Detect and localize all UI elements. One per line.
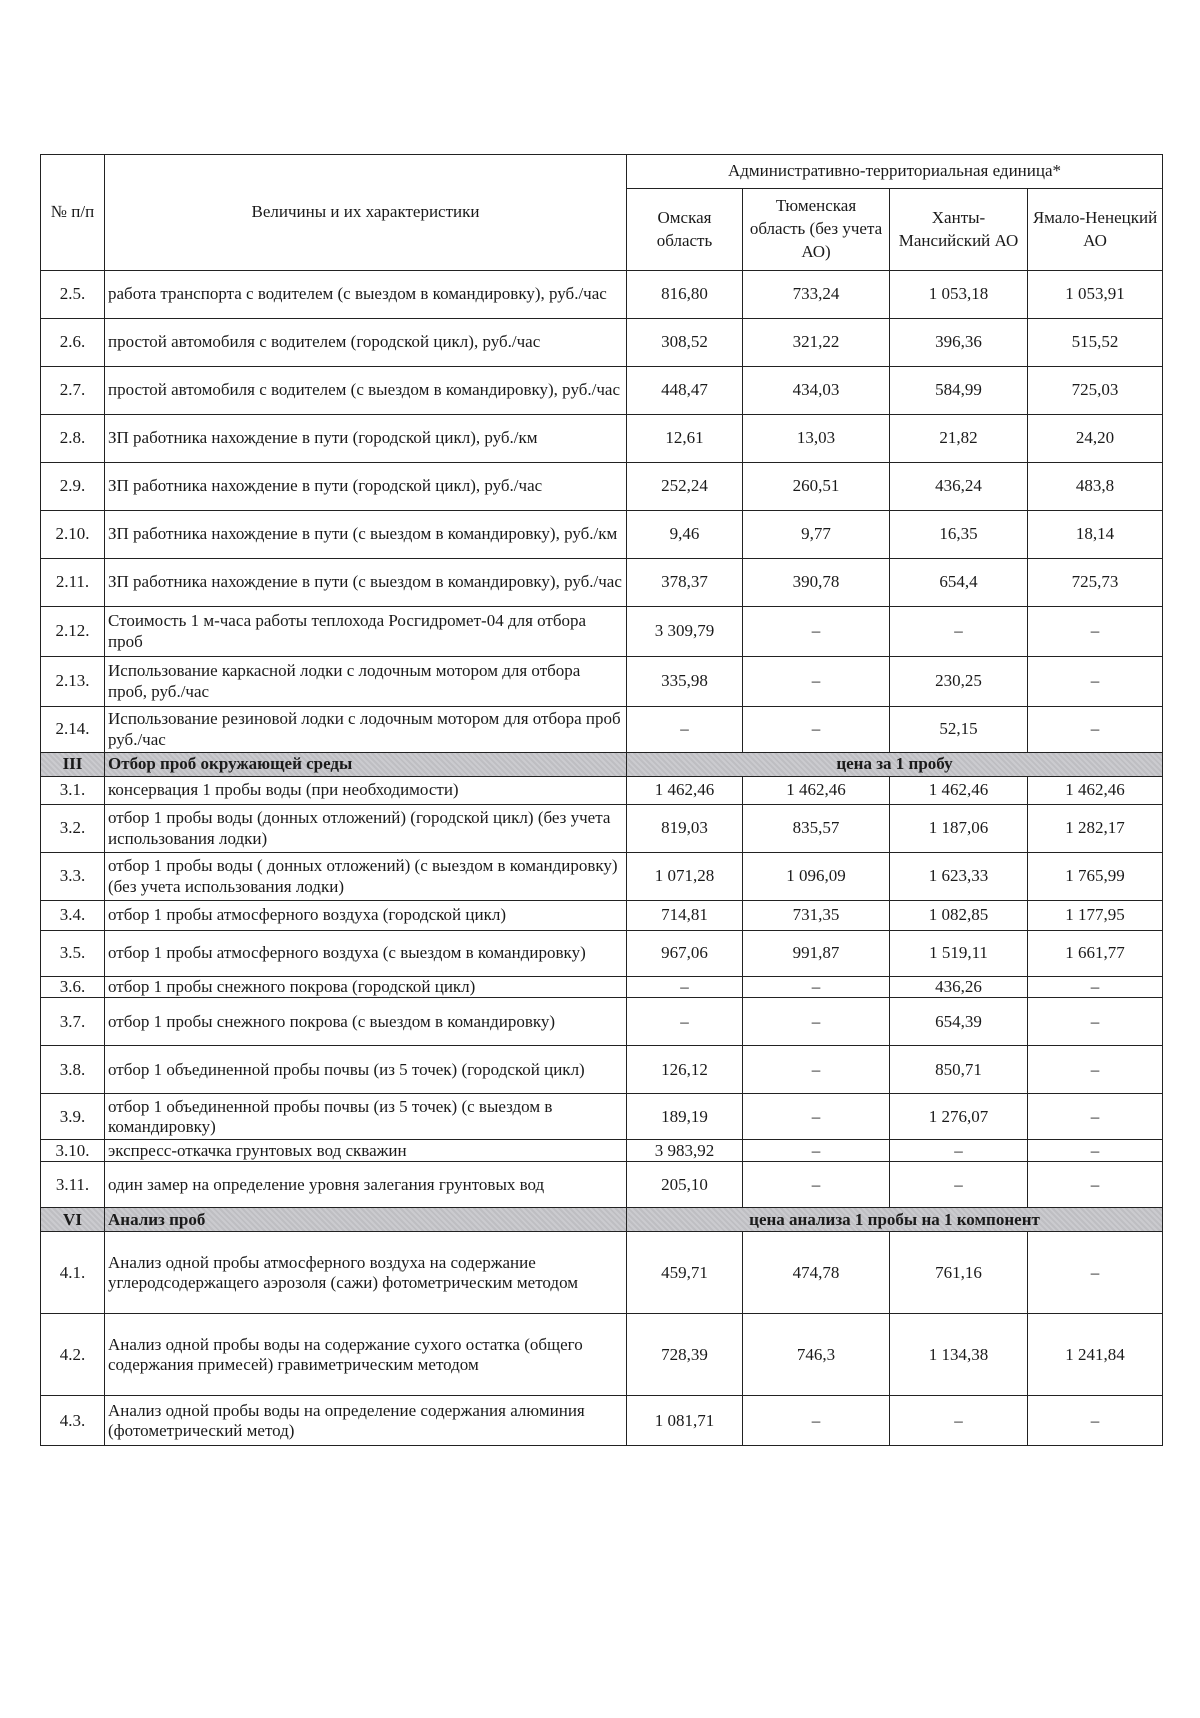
value-tyumen: 390,78 xyxy=(743,559,890,607)
row-number: 2.7. xyxy=(41,367,105,415)
header-region-khmao: Ханты-Мансийский АО xyxy=(890,189,1028,271)
section-number: III xyxy=(41,753,105,777)
value-khmao: 1 187,06 xyxy=(890,805,1028,853)
table-row xyxy=(41,998,1163,1046)
section-price-note: цена за 1 пробу xyxy=(627,753,1163,777)
table-row xyxy=(41,901,1163,931)
value-tyumen: 991,87 xyxy=(743,931,890,977)
header-description: Величины и их характеристики xyxy=(105,155,627,271)
table-row xyxy=(41,319,1163,367)
value-omsk: 9,46 xyxy=(627,511,743,559)
row-description: ЗП работника нахождение в пути (с выездом в командировку), руб./км xyxy=(105,511,627,559)
value-khmao: 52,15 xyxy=(890,707,1028,753)
value-omsk: 1 462,46 xyxy=(627,777,743,805)
value-khmao: 21,82 xyxy=(890,415,1028,463)
row-description: отбор 1 объединенной пробы почвы (из 5 точек) (с выездом в командировку) xyxy=(105,1094,627,1140)
value-yanao: 1 462,46 xyxy=(1028,777,1163,805)
table-row xyxy=(41,931,1163,977)
value-tyumen: – xyxy=(743,1162,890,1208)
row-number: 3.11. xyxy=(41,1162,105,1208)
value-khmao: 654,4 xyxy=(890,559,1028,607)
value-yanao: 515,52 xyxy=(1028,319,1163,367)
row-number: 3.9. xyxy=(41,1094,105,1140)
value-tyumen: – xyxy=(743,707,890,753)
row-description: простой автомобиля с водителем (с выездом в командировку), руб./час xyxy=(105,367,627,415)
value-omsk: 126,12 xyxy=(627,1046,743,1094)
value-yanao: – xyxy=(1028,1046,1163,1094)
value-tyumen: 260,51 xyxy=(743,463,890,511)
value-yanao: – xyxy=(1028,1094,1163,1140)
table-header xyxy=(41,155,1163,271)
value-khmao: 230,25 xyxy=(890,657,1028,707)
row-number: 3.5. xyxy=(41,931,105,977)
value-khmao: 1 623,33 xyxy=(890,853,1028,901)
value-khmao: – xyxy=(890,607,1028,657)
table-row xyxy=(41,1314,1163,1396)
value-omsk: 448,47 xyxy=(627,367,743,415)
table-row xyxy=(41,1162,1163,1208)
row-number: 3.8. xyxy=(41,1046,105,1094)
row-number: 2.6. xyxy=(41,319,105,367)
row-description: Использование каркасной лодки с лодочным мотором для отбора проб, руб./час xyxy=(105,657,627,707)
value-khmao: – xyxy=(890,1396,1028,1446)
value-tyumen: – xyxy=(743,657,890,707)
value-yanao: 1 241,84 xyxy=(1028,1314,1163,1396)
value-yanao: 483,8 xyxy=(1028,463,1163,511)
row-number: 3.2. xyxy=(41,805,105,853)
table-row xyxy=(41,853,1163,901)
row-description: отбор 1 пробы воды ( донных отложений) (с выездом в командировку) (без учета использования лодки) xyxy=(105,853,627,901)
value-omsk: 252,24 xyxy=(627,463,743,511)
row-number: 2.14. xyxy=(41,707,105,753)
row-number: 2.5. xyxy=(41,271,105,319)
row-description: отбор 1 пробы воды (донных отложений) (городской цикл) (без учета использования лодки) xyxy=(105,805,627,853)
value-khmao: – xyxy=(890,1140,1028,1162)
value-tyumen: 9,77 xyxy=(743,511,890,559)
row-number: 3.10. xyxy=(41,1140,105,1162)
value-khmao: 654,39 xyxy=(890,998,1028,1046)
row-description: Анализ одной пробы воды на определение содержания алюминия (фотометрический метод) xyxy=(105,1396,627,1446)
row-description: консервация 1 пробы воды (при необходимости) xyxy=(105,777,627,805)
value-tyumen: 733,24 xyxy=(743,271,890,319)
value-tyumen: 1 096,09 xyxy=(743,853,890,901)
value-khmao: 1 053,18 xyxy=(890,271,1028,319)
row-description: отбор 1 пробы атмосферного воздуха (с выездом в командировку) xyxy=(105,931,627,977)
row-number: 2.8. xyxy=(41,415,105,463)
table-row xyxy=(41,559,1163,607)
value-omsk: 1 081,71 xyxy=(627,1396,743,1446)
section-header-row xyxy=(41,753,1163,777)
row-number: 3.3. xyxy=(41,853,105,901)
value-omsk: 1 071,28 xyxy=(627,853,743,901)
value-omsk: 12,61 xyxy=(627,415,743,463)
row-description: Использование резиновой лодки с лодочным мотором для отбора проб руб./час xyxy=(105,707,627,753)
table-row xyxy=(41,607,1163,657)
value-omsk: 3 309,79 xyxy=(627,607,743,657)
price-table xyxy=(40,154,1163,1446)
row-number: 3.1. xyxy=(41,777,105,805)
table-row xyxy=(41,805,1163,853)
value-yanao: 725,73 xyxy=(1028,559,1163,607)
value-omsk: 728,39 xyxy=(627,1314,743,1396)
row-description: ЗП работника нахождение в пути (с выездом в командировку), руб./час xyxy=(105,559,627,607)
value-yanao: – xyxy=(1028,657,1163,707)
value-omsk: 205,10 xyxy=(627,1162,743,1208)
row-number: 3.6. xyxy=(41,977,105,998)
row-description: отбор 1 объединенной пробы почвы (из 5 точек) (городской цикл) xyxy=(105,1046,627,1094)
value-khmao: 850,71 xyxy=(890,1046,1028,1094)
section-number: VI xyxy=(41,1208,105,1232)
value-khmao: 1 462,46 xyxy=(890,777,1028,805)
value-omsk: 459,71 xyxy=(627,1232,743,1314)
row-description: экспресс-откачка грунтовых вод скважин xyxy=(105,1140,627,1162)
value-tyumen: – xyxy=(743,1140,890,1162)
row-description: отбор 1 пробы снежного покрова (с выездом в командировку) xyxy=(105,998,627,1046)
value-yanao: – xyxy=(1028,977,1163,998)
row-number: 3.7. xyxy=(41,998,105,1046)
row-number: 2.11. xyxy=(41,559,105,607)
row-number: 3.4. xyxy=(41,901,105,931)
section-title: Отбор проб окружающей среды xyxy=(105,753,627,777)
value-yanao: 1 765,99 xyxy=(1028,853,1163,901)
value-khmao: 1 134,38 xyxy=(890,1314,1028,1396)
header-region-tyumen: Тюменская область (без учета АО) xyxy=(743,189,890,271)
table-row xyxy=(41,367,1163,415)
row-number: 4.3. xyxy=(41,1396,105,1446)
value-yanao: 1 177,95 xyxy=(1028,901,1163,931)
value-yanao: – xyxy=(1028,607,1163,657)
table-row xyxy=(41,977,1163,998)
value-tyumen: 13,03 xyxy=(743,415,890,463)
header-region-omsk: Омская область xyxy=(627,189,743,271)
value-yanao: 24,20 xyxy=(1028,415,1163,463)
value-omsk: – xyxy=(627,977,743,998)
table-row xyxy=(41,657,1163,707)
value-yanao: 1 661,77 xyxy=(1028,931,1163,977)
row-description: работа транспорта с водителем (с выездом в командировку), руб./час xyxy=(105,271,627,319)
value-omsk: 335,98 xyxy=(627,657,743,707)
value-tyumen: 731,35 xyxy=(743,901,890,931)
row-number: 2.13. xyxy=(41,657,105,707)
row-number: 4.2. xyxy=(41,1314,105,1396)
header-number: № п/п xyxy=(41,155,105,271)
value-khmao: – xyxy=(890,1162,1028,1208)
table-row xyxy=(41,1094,1163,1140)
value-tyumen: 321,22 xyxy=(743,319,890,367)
row-description: Анализ одной пробы атмосферного воздуха на содержание углеродсодержащего аэрозоля (сажи) фотометрическим методом xyxy=(105,1232,627,1314)
section-header-row xyxy=(41,1208,1163,1232)
value-omsk: 819,03 xyxy=(627,805,743,853)
table-body xyxy=(41,271,1163,1446)
table-row xyxy=(41,271,1163,319)
row-description: ЗП работника нахождение в пути (городской цикл), руб./час xyxy=(105,463,627,511)
value-yanao: 725,03 xyxy=(1028,367,1163,415)
value-omsk: – xyxy=(627,707,743,753)
row-description: Стоимость 1 м-часа работы теплохода Росгидромет-04 для отбора проб xyxy=(105,607,627,657)
row-description: ЗП работника нахождение в пути (городской цикл), руб./км xyxy=(105,415,627,463)
value-yanao: – xyxy=(1028,1162,1163,1208)
value-tyumen: – xyxy=(743,1046,890,1094)
table-row xyxy=(41,511,1163,559)
value-yanao: 1 053,91 xyxy=(1028,271,1163,319)
value-yanao: – xyxy=(1028,998,1163,1046)
value-khmao: 16,35 xyxy=(890,511,1028,559)
value-tyumen: 835,57 xyxy=(743,805,890,853)
value-omsk: 308,52 xyxy=(627,319,743,367)
value-yanao: 18,14 xyxy=(1028,511,1163,559)
section-title: Анализ проб xyxy=(105,1208,627,1232)
value-tyumen: – xyxy=(743,1396,890,1446)
row-description: отбор 1 пробы атмосферного воздуха (городской цикл) xyxy=(105,901,627,931)
table-row xyxy=(41,777,1163,805)
value-tyumen: – xyxy=(743,998,890,1046)
row-number: 4.1. xyxy=(41,1232,105,1314)
value-yanao: 1 282,17 xyxy=(1028,805,1163,853)
table-row xyxy=(41,415,1163,463)
value-yanao: – xyxy=(1028,1396,1163,1446)
value-khmao: 1 519,11 xyxy=(890,931,1028,977)
value-omsk: 714,81 xyxy=(627,901,743,931)
table-row xyxy=(41,1232,1163,1314)
value-omsk: 967,06 xyxy=(627,931,743,977)
value-omsk: 3 983,92 xyxy=(627,1140,743,1162)
section-price-note: цена анализа 1 пробы на 1 компонент xyxy=(627,1208,1163,1232)
value-omsk: 378,37 xyxy=(627,559,743,607)
row-description: один замер на определение уровня залегания грунтовых вод xyxy=(105,1162,627,1208)
row-description: отбор 1 пробы снежного покрова (городской цикл) xyxy=(105,977,627,998)
value-khmao: 584,99 xyxy=(890,367,1028,415)
table-row xyxy=(41,707,1163,753)
row-number: 2.9. xyxy=(41,463,105,511)
value-khmao: 761,16 xyxy=(890,1232,1028,1314)
table-row xyxy=(41,463,1163,511)
row-description: простой автомобиля с водителем (городской цикл), руб./час xyxy=(105,319,627,367)
value-khmao: 436,26 xyxy=(890,977,1028,998)
header-region-yanao: Ямало-Ненецкий АО xyxy=(1028,189,1163,271)
value-yanao: – xyxy=(1028,1140,1163,1162)
value-tyumen: – xyxy=(743,607,890,657)
header-region-group: Административно-территориальная единица* xyxy=(627,155,1163,189)
value-yanao: – xyxy=(1028,707,1163,753)
value-khmao: 1 276,07 xyxy=(890,1094,1028,1140)
value-tyumen: 434,03 xyxy=(743,367,890,415)
row-number: 2.12. xyxy=(41,607,105,657)
value-tyumen: – xyxy=(743,1094,890,1140)
value-omsk: 816,80 xyxy=(627,271,743,319)
value-khmao: 436,24 xyxy=(890,463,1028,511)
value-khmao: 1 082,85 xyxy=(890,901,1028,931)
value-tyumen: – xyxy=(743,977,890,998)
row-description: Анализ одной пробы воды на содержание сухого остатка (общего содержания примесей) гравиметрическим методом xyxy=(105,1314,627,1396)
value-omsk: – xyxy=(627,998,743,1046)
value-tyumen: 474,78 xyxy=(743,1232,890,1314)
table-row xyxy=(41,1046,1163,1094)
table-row xyxy=(41,1140,1163,1162)
value-tyumen: 746,3 xyxy=(743,1314,890,1396)
value-tyumen: 1 462,46 xyxy=(743,777,890,805)
value-khmao: 396,36 xyxy=(890,319,1028,367)
table-row xyxy=(41,1396,1163,1446)
value-yanao: – xyxy=(1028,1232,1163,1314)
row-number: 2.10. xyxy=(41,511,105,559)
value-omsk: 189,19 xyxy=(627,1094,743,1140)
